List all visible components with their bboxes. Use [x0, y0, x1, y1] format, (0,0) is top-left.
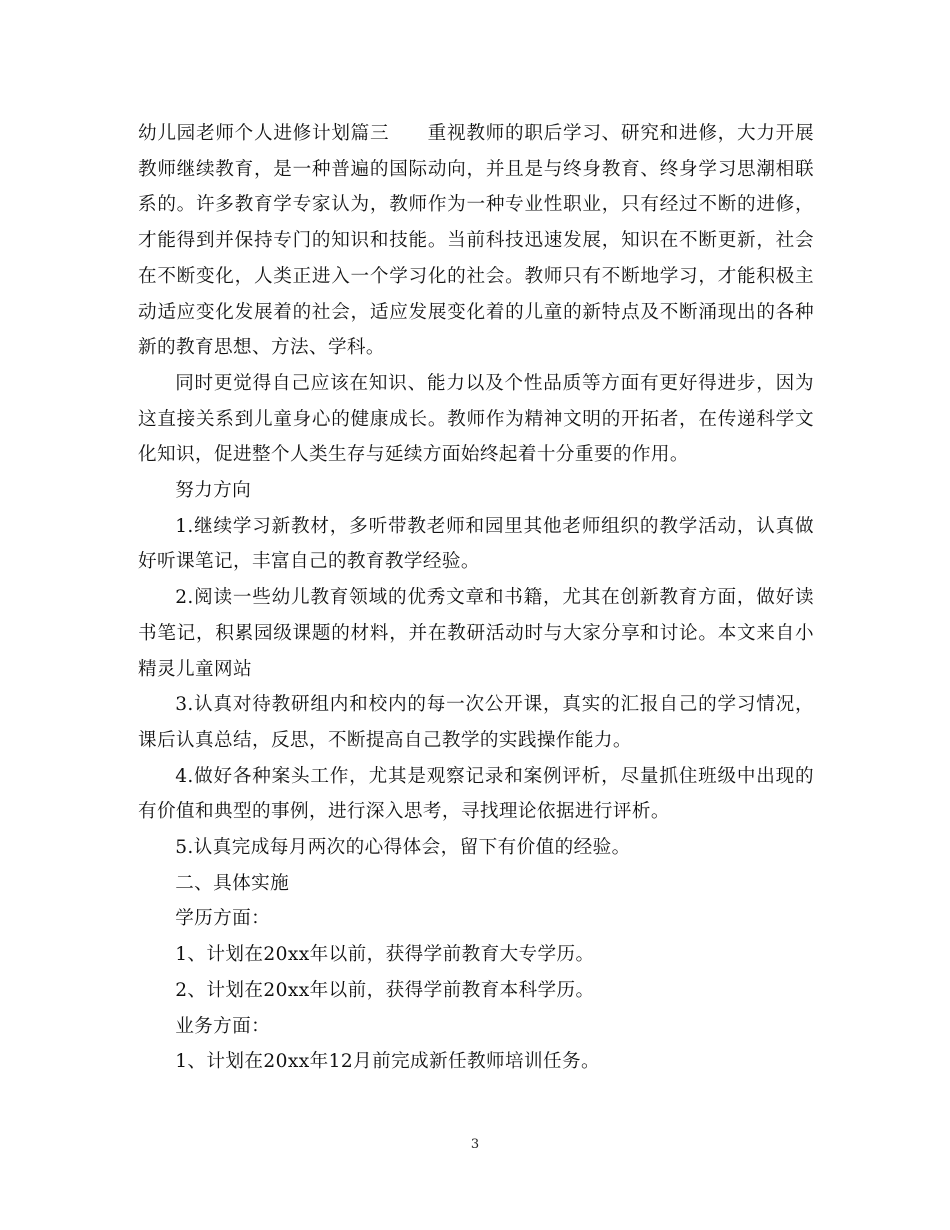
document-body: [138, 116, 814, 1080]
section-title: 幼儿园老师个人进修计划篇三: [138, 123, 390, 144]
heading-effort-direction: 努力方向: [175, 480, 252, 502]
list-item-5: 5.认真完成每月两次的心得体会，留下有价值的经验。: [175, 837, 631, 859]
page-number: 3: [470, 1137, 480, 1152]
heading-implementation: 二、具体实施: [175, 872, 290, 894]
education-plan-1: 1、计划在20xx年以前，获得学前教育大专学历。: [175, 944, 595, 966]
list-item-2: 2.阅读一些幼儿教育领域的优秀文章和书籍，尤其在创新教育方面，做好读书笔记，积累园级课题的材料，并在教研活动时与大家分享和讨论。本文来自小精灵儿童网站: [138, 587, 814, 680]
list-item-3: 3.认真对待教研组内和校内的每一次公开课，真实的汇报自己的学习情况，课后认真总结，反思，不断提高自己教学的实践操作能力。: [138, 694, 814, 751]
list-item-4: 4.做好各种案头工作，尤其是观察记录和案例评析，尽量抓住班级中出现的有价值和典型的事例，进行深入思考，寻找理论依据进行评析。: [138, 765, 814, 823]
subheading-business: 业务方面：: [175, 1015, 271, 1037]
subheading-education: 学历方面：: [175, 908, 271, 930]
education-plan-2: 2、计划在20xx年以前，获得学前教育本科学历。: [175, 979, 595, 1001]
list-item-1: 1.继续学习新教材，多听带教老师和园里其他老师组织的教学活动，认真做好听课笔记，丰富自己的教育教学经验。: [138, 515, 814, 573]
business-plan-1: 1、计划在20xx年12月前完成新任教师培训任务。: [175, 1051, 600, 1073]
paragraph-growth: 同时更觉得自己应该在知识、能力以及个性品质等方面有更好得进步，因为这直接关系到儿童身心的健康成长。教师作为精神文明的开拓者，在传递科学文化知识，促进整个人类生存与延续方面始终起着十分重要的作用。: [138, 372, 814, 466]
paragraph-intro: [138, 116, 814, 366]
paragraph-intro-text: 重视教师的职后学习、研究和进修，大力开展教师继续教育，是一种普遍的国际动向，并且是与终身教育、终身学习思潮相联系的。许多教育学专家认为，教师作为一种专业性职业，只有经过不断的进修，才能得到并保持专门的知识和技能。当前科技迅速发展，知识在不断更新，社会在不断变化，人类正进入一个学习化的社会。教师只有不断地学习，才能积极主动适应变化发展着的社会，适应发展变化着的儿童的新特点及不断涌现出的各种新的教育思想、方法、学科。: [138, 123, 814, 359]
